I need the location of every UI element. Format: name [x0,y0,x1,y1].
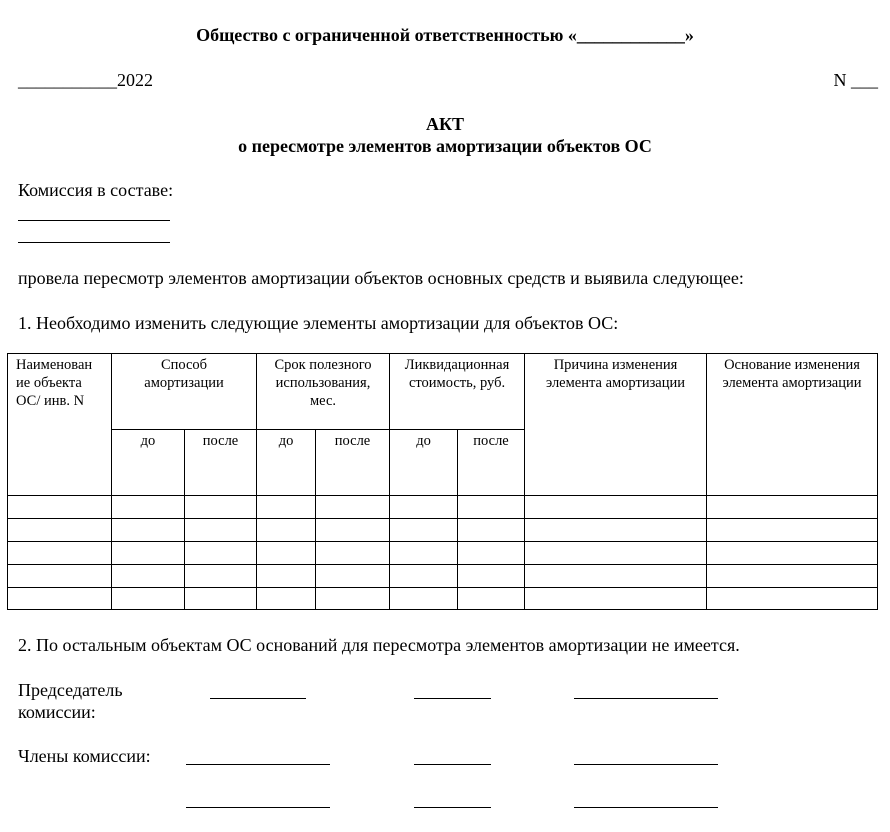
table-row [8,565,878,588]
point-2-text: 2. По остальным объектам ОС оснований для пересмотра элементов амортизации не имеется. [18,635,740,655]
act-date: ___________2022 [18,70,153,90]
member-1-name-line [574,764,718,765]
life-after: после [316,430,390,496]
table-row [8,588,878,610]
salvage-before: до [390,430,458,496]
member-1-position-line [186,764,330,765]
header-object-name: Наименован ие объекта ОС/ инв. N [8,354,112,496]
salvage-after: после [458,430,525,496]
header-useful-life: Срок полезного использования, мес. [257,354,390,430]
chairman-name-line [574,698,718,699]
header-salvage-value: Ликвидационная стоимость, руб. [390,354,525,430]
point-1-text: 1. Необходимо изменить следующие элементы амортизации для объектов ОС: [18,313,619,333]
header-change-basis: Основание изменения элемента амортизации [707,354,878,496]
commission-member-line-2 [18,242,170,243]
member-2-signature-line [414,807,491,808]
chairman-label: Председатель комиссии: [18,680,123,722]
member-2-position-line [186,807,330,808]
chairman-position-line [210,698,306,699]
act-number: N ___ [833,70,878,90]
members-label: Члены комиссии: [18,746,151,766]
chairman-signature-line [414,698,491,699]
table-row [8,519,878,542]
header-change-reason: Причина изменения элемента амортизации [525,354,707,496]
table-row [8,496,878,519]
document-title: АКТ [425,114,465,134]
organization-line: Общество с ограниченной ответственностью «____________» [196,25,694,45]
life-before: до [257,430,316,496]
commission-member-line-1 [18,220,170,221]
method-after: после [185,430,257,496]
document-subtitle: о пересмотре элементов амортизации объектов ОС [238,136,652,156]
method-before: до [112,430,185,496]
commission-label: Комиссия в составе: [18,180,174,200]
member-1-signature-line [414,764,491,765]
depreciation-elements-table [7,353,878,610]
header-depreciation-method: Способ амортизации [112,354,257,430]
member-2-name-line [574,807,718,808]
table-row [8,542,878,565]
review-statement: провела пересмотр элементов амортизации объектов основных средств и выявила следующее: [18,268,744,288]
